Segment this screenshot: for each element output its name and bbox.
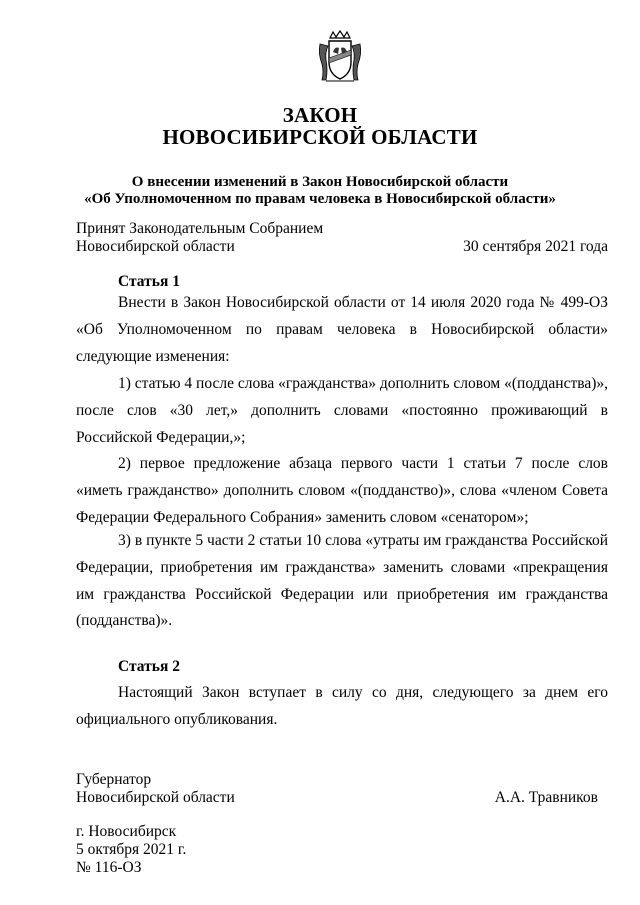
- law-subtitle-line2: «Об Уполномоченном по правам человека в Новосибирской области»: [84, 191, 556, 207]
- adoption-body: Принят Законодательным Собранием: [76, 220, 324, 237]
- article1-item2: 2) первое предложение абзаца первого части 1 статьи 7 после слов «иметь гражданство» дополнить словом «(подданство)», слова «членом Совета Федерации Федерального Собрания» заменить словом «сенатором»;: [76, 455, 608, 526]
- article2-text: Настоящий Закон вступает в силу со дня, следующего за днем его официального опубликования.: [76, 684, 608, 728]
- adoption-region: Новосибирской области: [76, 238, 235, 255]
- article1-heading: Статья 1: [118, 273, 180, 290]
- signature-position: Губернатор: [76, 771, 152, 788]
- article1-intro: Внести в Закон Новосибирской области от 14 июля 2020 года № 499-ОЗ «Об Уполномоченном по правам человека в Новосибирской области» следующие изменения:: [76, 294, 608, 365]
- signature-name: А.А. Травников: [494, 789, 598, 806]
- signature-region: Новосибирской области: [76, 789, 235, 806]
- law-subtitle-line1: О внесении изменений в Закон Новосибирской области: [131, 174, 509, 190]
- article2-heading: Статья 2: [118, 658, 180, 675]
- footer-city: г. Новосибирск: [76, 823, 177, 840]
- region-title: НОВОСИБИРСКОЙ ОБЛАСТИ: [162, 125, 478, 149]
- adoption-date: 30 сентября 2021 года: [463, 238, 608, 255]
- coat-of-arms-emblem: [316, 30, 364, 84]
- footer-date: 5 октября 2021 г.: [76, 841, 187, 858]
- law-title: ЗАКОН: [282, 103, 358, 127]
- article1-item1: 1) статью 4 после слова «гражданства» дополнить словом «(подданства)», после слов «30 лет,» дополнить словами «постоянно проживающий в Российской Федерации,»;: [76, 375, 608, 446]
- article1-item3: 3) в пункте 5 части 2 статьи 10 слова «утраты им гражданства Российской Федерации, приобретения им гражданства» заменить словами «прекращения им гражданства Российской Федерации или приобретения им гражданства (подданства)».: [76, 532, 608, 630]
- footer-number: № 116-ОЗ: [76, 859, 142, 876]
